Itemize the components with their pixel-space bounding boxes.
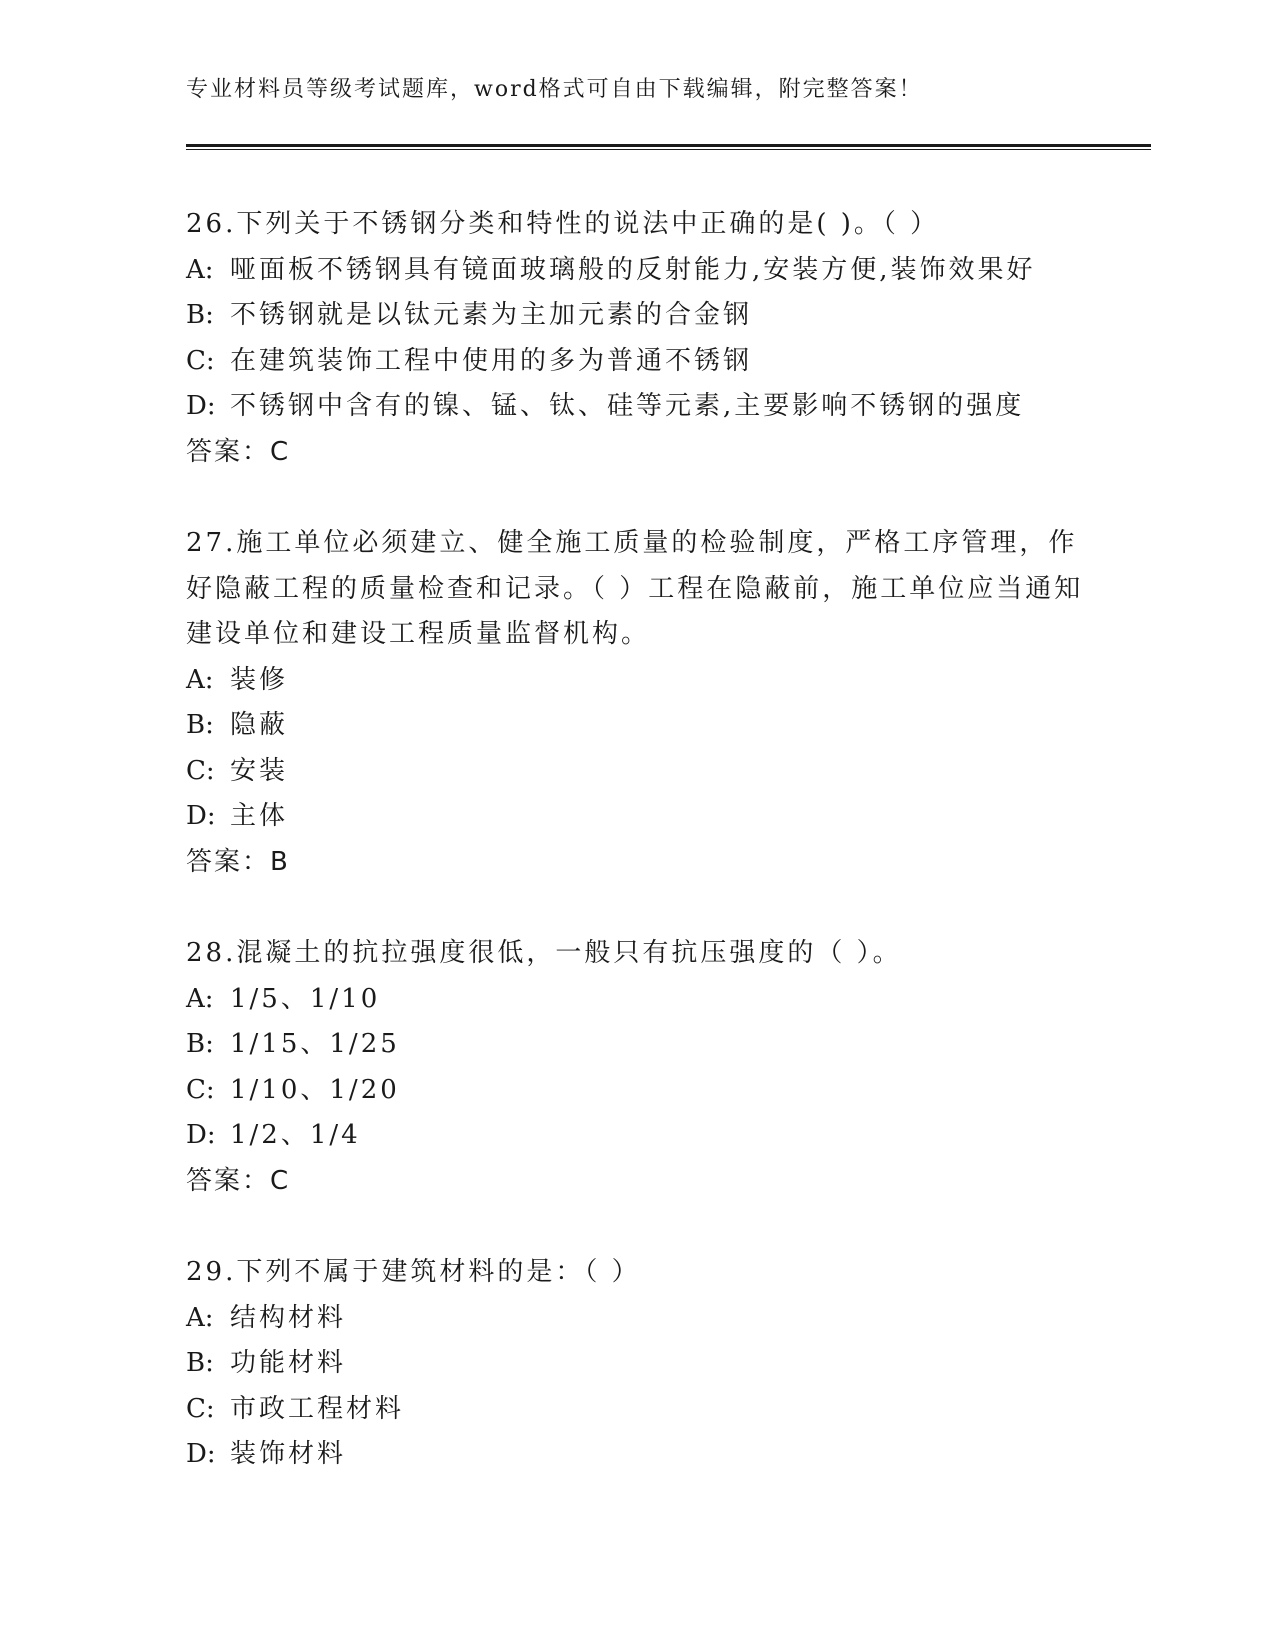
option-text: 结构材料 [230, 1302, 347, 1333]
option-text: 在建筑装饰工程中使用的多为普通不锈钢 [230, 345, 753, 376]
option-text: 不锈钢就是以钛元素为主加元素的合金钢 [230, 300, 753, 330]
option-b [186, 1022, 1086, 1068]
answer-line: 答案：C [186, 1165, 291, 1196]
option-letter: C: [186, 755, 215, 786]
option-text: 安装 [230, 755, 289, 786]
option-b [186, 703, 1086, 749]
option-b [186, 1341, 1086, 1387]
page-header: 专业材料员等级考试题库，word格式可自由下载编辑，附完整答案！ [186, 77, 923, 102]
answer-line: 答案：C [186, 436, 291, 467]
option-text: 装修 [230, 664, 289, 695]
option-text: 哑面板不锈钢具有镜面玻璃般的反射能力,安装方便,装饰效果好 [230, 254, 1036, 285]
question-28 [186, 931, 1086, 1204]
answer-line: 答案：B [186, 846, 290, 877]
option-letter: D: [186, 391, 216, 421]
question-stem: 29.下列不属于建筑材料的是：（ ） [186, 1257, 641, 1287]
option-c [186, 1387, 1086, 1433]
option-text: 隐蔽 [230, 710, 289, 740]
option-text: 装饰材料 [230, 1439, 347, 1469]
option-letter: A: [186, 254, 214, 285]
option-b [186, 293, 1086, 339]
option-a [186, 658, 1086, 704]
option-text: 不锈钢中含有的镍、锰、钛、硅等元素,主要影响不锈钢的强度 [230, 391, 1025, 421]
question-stem: 27.施工单位必须建立、健全施工质量的检验制度，严格工序管理，作好隐蔽工程的质量检查和记录。（ ）工程在隐蔽前，施工单位应当通知建设单位和建设工程质量监督机构。 [186, 528, 1084, 649]
option-letter: B: [186, 1348, 214, 1378]
option-text: 1/15、1/25 [230, 1029, 400, 1059]
option-letter: D: [186, 801, 216, 831]
option-text: 1/5、1/10 [230, 983, 381, 1014]
option-c [186, 339, 1086, 385]
option-text: 1/2、1/4 [230, 1120, 361, 1150]
option-letter: A: [186, 983, 214, 1014]
option-letter: A: [186, 664, 214, 695]
option-d [186, 794, 1086, 840]
option-letter: B: [186, 300, 214, 330]
question-29 [186, 1250, 1086, 1478]
option-d [186, 384, 1086, 430]
option-letter: A: [186, 1302, 214, 1333]
option-a [186, 1296, 1086, 1342]
option-letter: B: [186, 710, 214, 740]
option-c [186, 749, 1086, 795]
option-letter: D: [186, 1439, 216, 1469]
option-d [186, 1432, 1086, 1478]
option-text: 1/10、1/20 [230, 1074, 400, 1105]
question-27 [186, 521, 1086, 885]
question-stem: 26.下列关于不锈钢分类和特性的说法中正确的是( )。（ ） [186, 209, 940, 239]
option-text: 功能材料 [230, 1348, 347, 1378]
header-rule [186, 144, 1151, 150]
option-c [186, 1068, 1086, 1114]
option-letter: D: [186, 1120, 216, 1150]
option-d [186, 1113, 1086, 1159]
question-list [186, 202, 1086, 1524]
question-26 [186, 202, 1086, 475]
question-stem: 28.混凝土的抗拉强度很低，一般只有抗压强度的（ ）。 [186, 938, 902, 968]
option-letter: C: [186, 345, 215, 376]
option-letter: B: [186, 1029, 214, 1059]
option-letter: C: [186, 1393, 215, 1424]
option-text: 主体 [230, 801, 289, 831]
option-a [186, 248, 1086, 294]
option-letter: C: [186, 1074, 215, 1105]
option-text: 市政工程材料 [230, 1393, 405, 1424]
option-a [186, 977, 1086, 1023]
